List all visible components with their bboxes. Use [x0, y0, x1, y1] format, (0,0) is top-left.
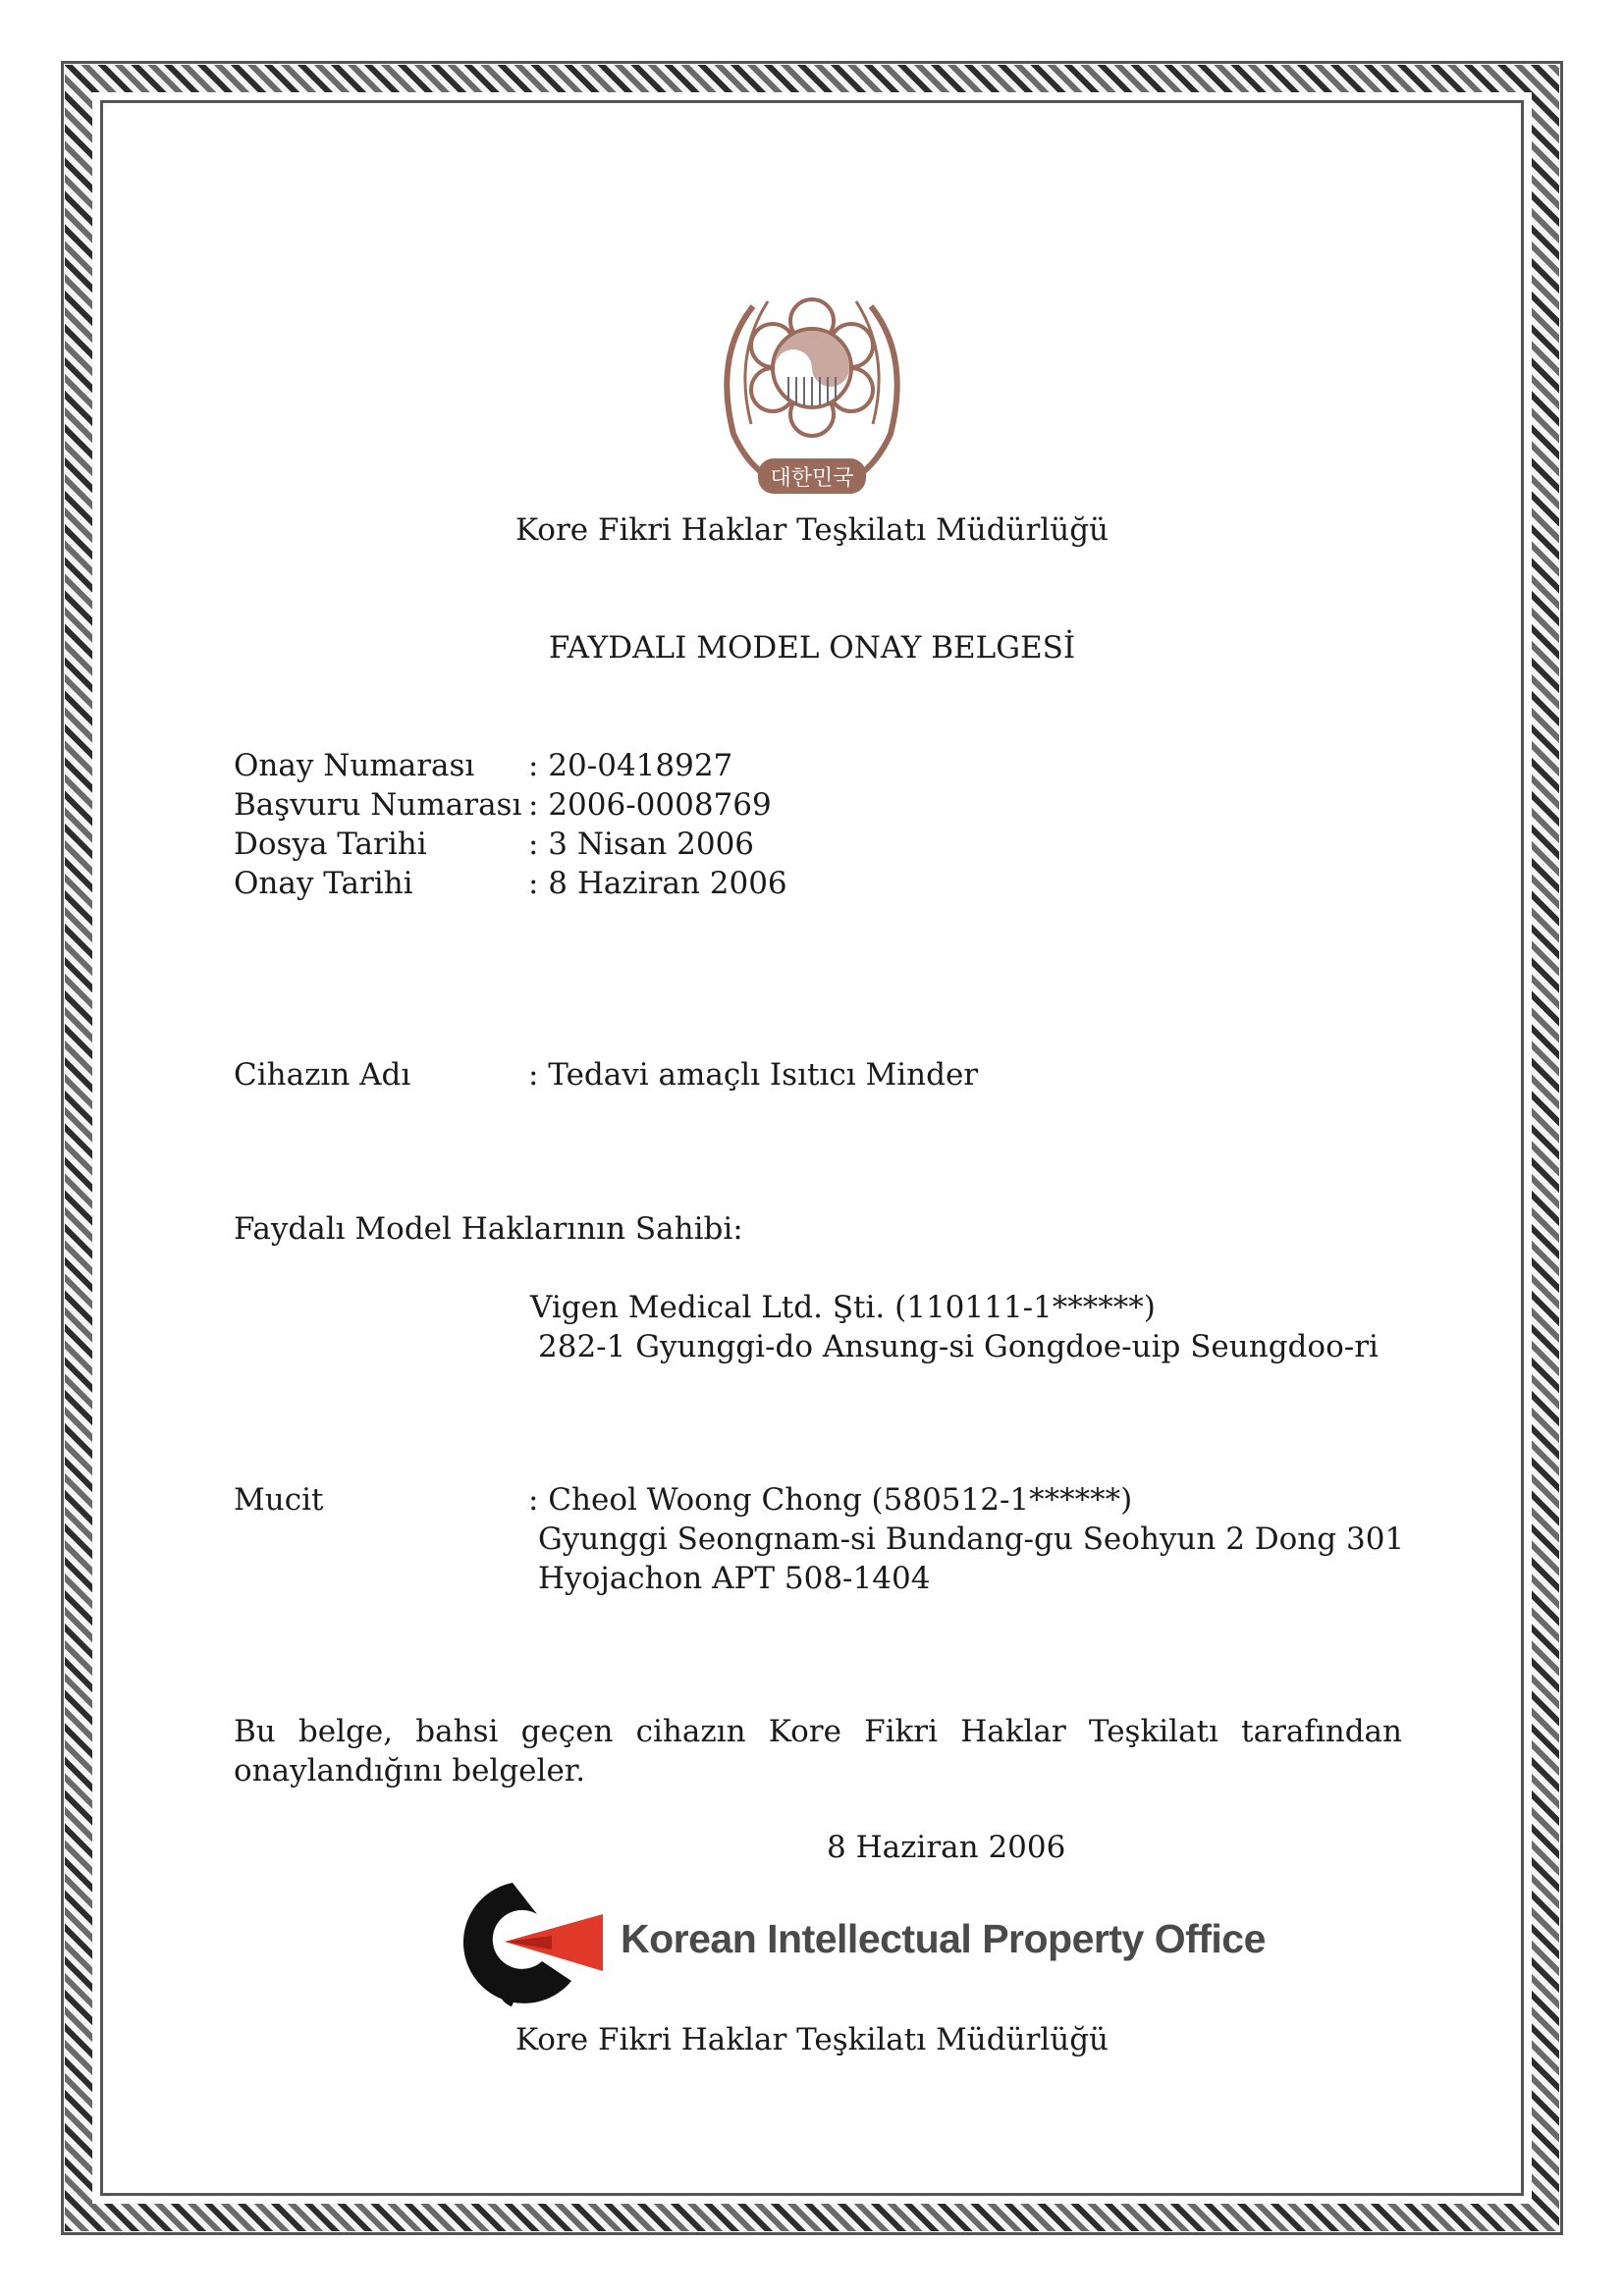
- kipo-logo: [444, 1875, 1266, 2012]
- document-title: FAYDALI MODEL ONAY BELGESİ: [548, 630, 1076, 666]
- footer-agency: Kore Fikri Haklar Teşkilatı Müdürlüğü: [514, 2022, 1110, 2057]
- approval-number-value: : 20-0418927: [528, 748, 733, 783]
- agency-heading: Kore Fikri Haklar Teşkilatı Müdürlüğü: [514, 512, 1110, 548]
- certification-statement: Bu belge, bahsi geçen cihazın Kore Fikri Haklar Teşkilatı tarafından onaylandığını belgeler.: [234, 1714, 1402, 1789]
- national-emblem-icon: [694, 267, 930, 512]
- inventor-name: : Cheol Woong Chong (580512-1******): [528, 1482, 1133, 1518]
- device-name-label: Cihazın Adı: [234, 1057, 411, 1093]
- kipo-logo-text: Korean Intellectual Property Office: [621, 1916, 1266, 1961]
- signature-date: 8 Haziran 2006: [827, 1830, 1066, 1865]
- filing-date-label: Dosya Tarihi: [234, 827, 427, 862]
- inventor-label: Mucit: [234, 1482, 324, 1518]
- device-name-value: : Tedavi amaçlı Isıtıcı Minder: [528, 1057, 979, 1093]
- filing-date-value: : 3 Nisan 2006: [528, 827, 755, 862]
- inventor-address-line1: Gyunggi Seongnam-si Bundang-gu Seohyun 2 Dong 301: [538, 1522, 1405, 1557]
- approval-date-label: Onay Tarihi: [234, 866, 413, 901]
- application-number-value: : 2006-0008769: [528, 787, 772, 823]
- approval-date-value: : 8 Haziran 2006: [528, 866, 787, 901]
- owner-address: 282-1 Gyunggi-do Ansung-si Gongdoe-uip Seungdoo-ri: [538, 1329, 1379, 1364]
- application-number-label: Başvuru Numarası: [234, 787, 522, 823]
- owner-label: Faydalı Model Haklarının Sahibi:: [234, 1211, 743, 1247]
- kipo-symbol-icon: [444, 1875, 611, 2012]
- inventor-address-line2: Hyojachon APT 508-1404: [538, 1561, 931, 1596]
- owner-name: Vigen Medical Ltd. Şti. (110111-1******): [530, 1290, 1156, 1325]
- approval-number-label: Onay Numarası: [234, 748, 475, 783]
- emblem-text: 대한민국: [770, 466, 854, 491]
